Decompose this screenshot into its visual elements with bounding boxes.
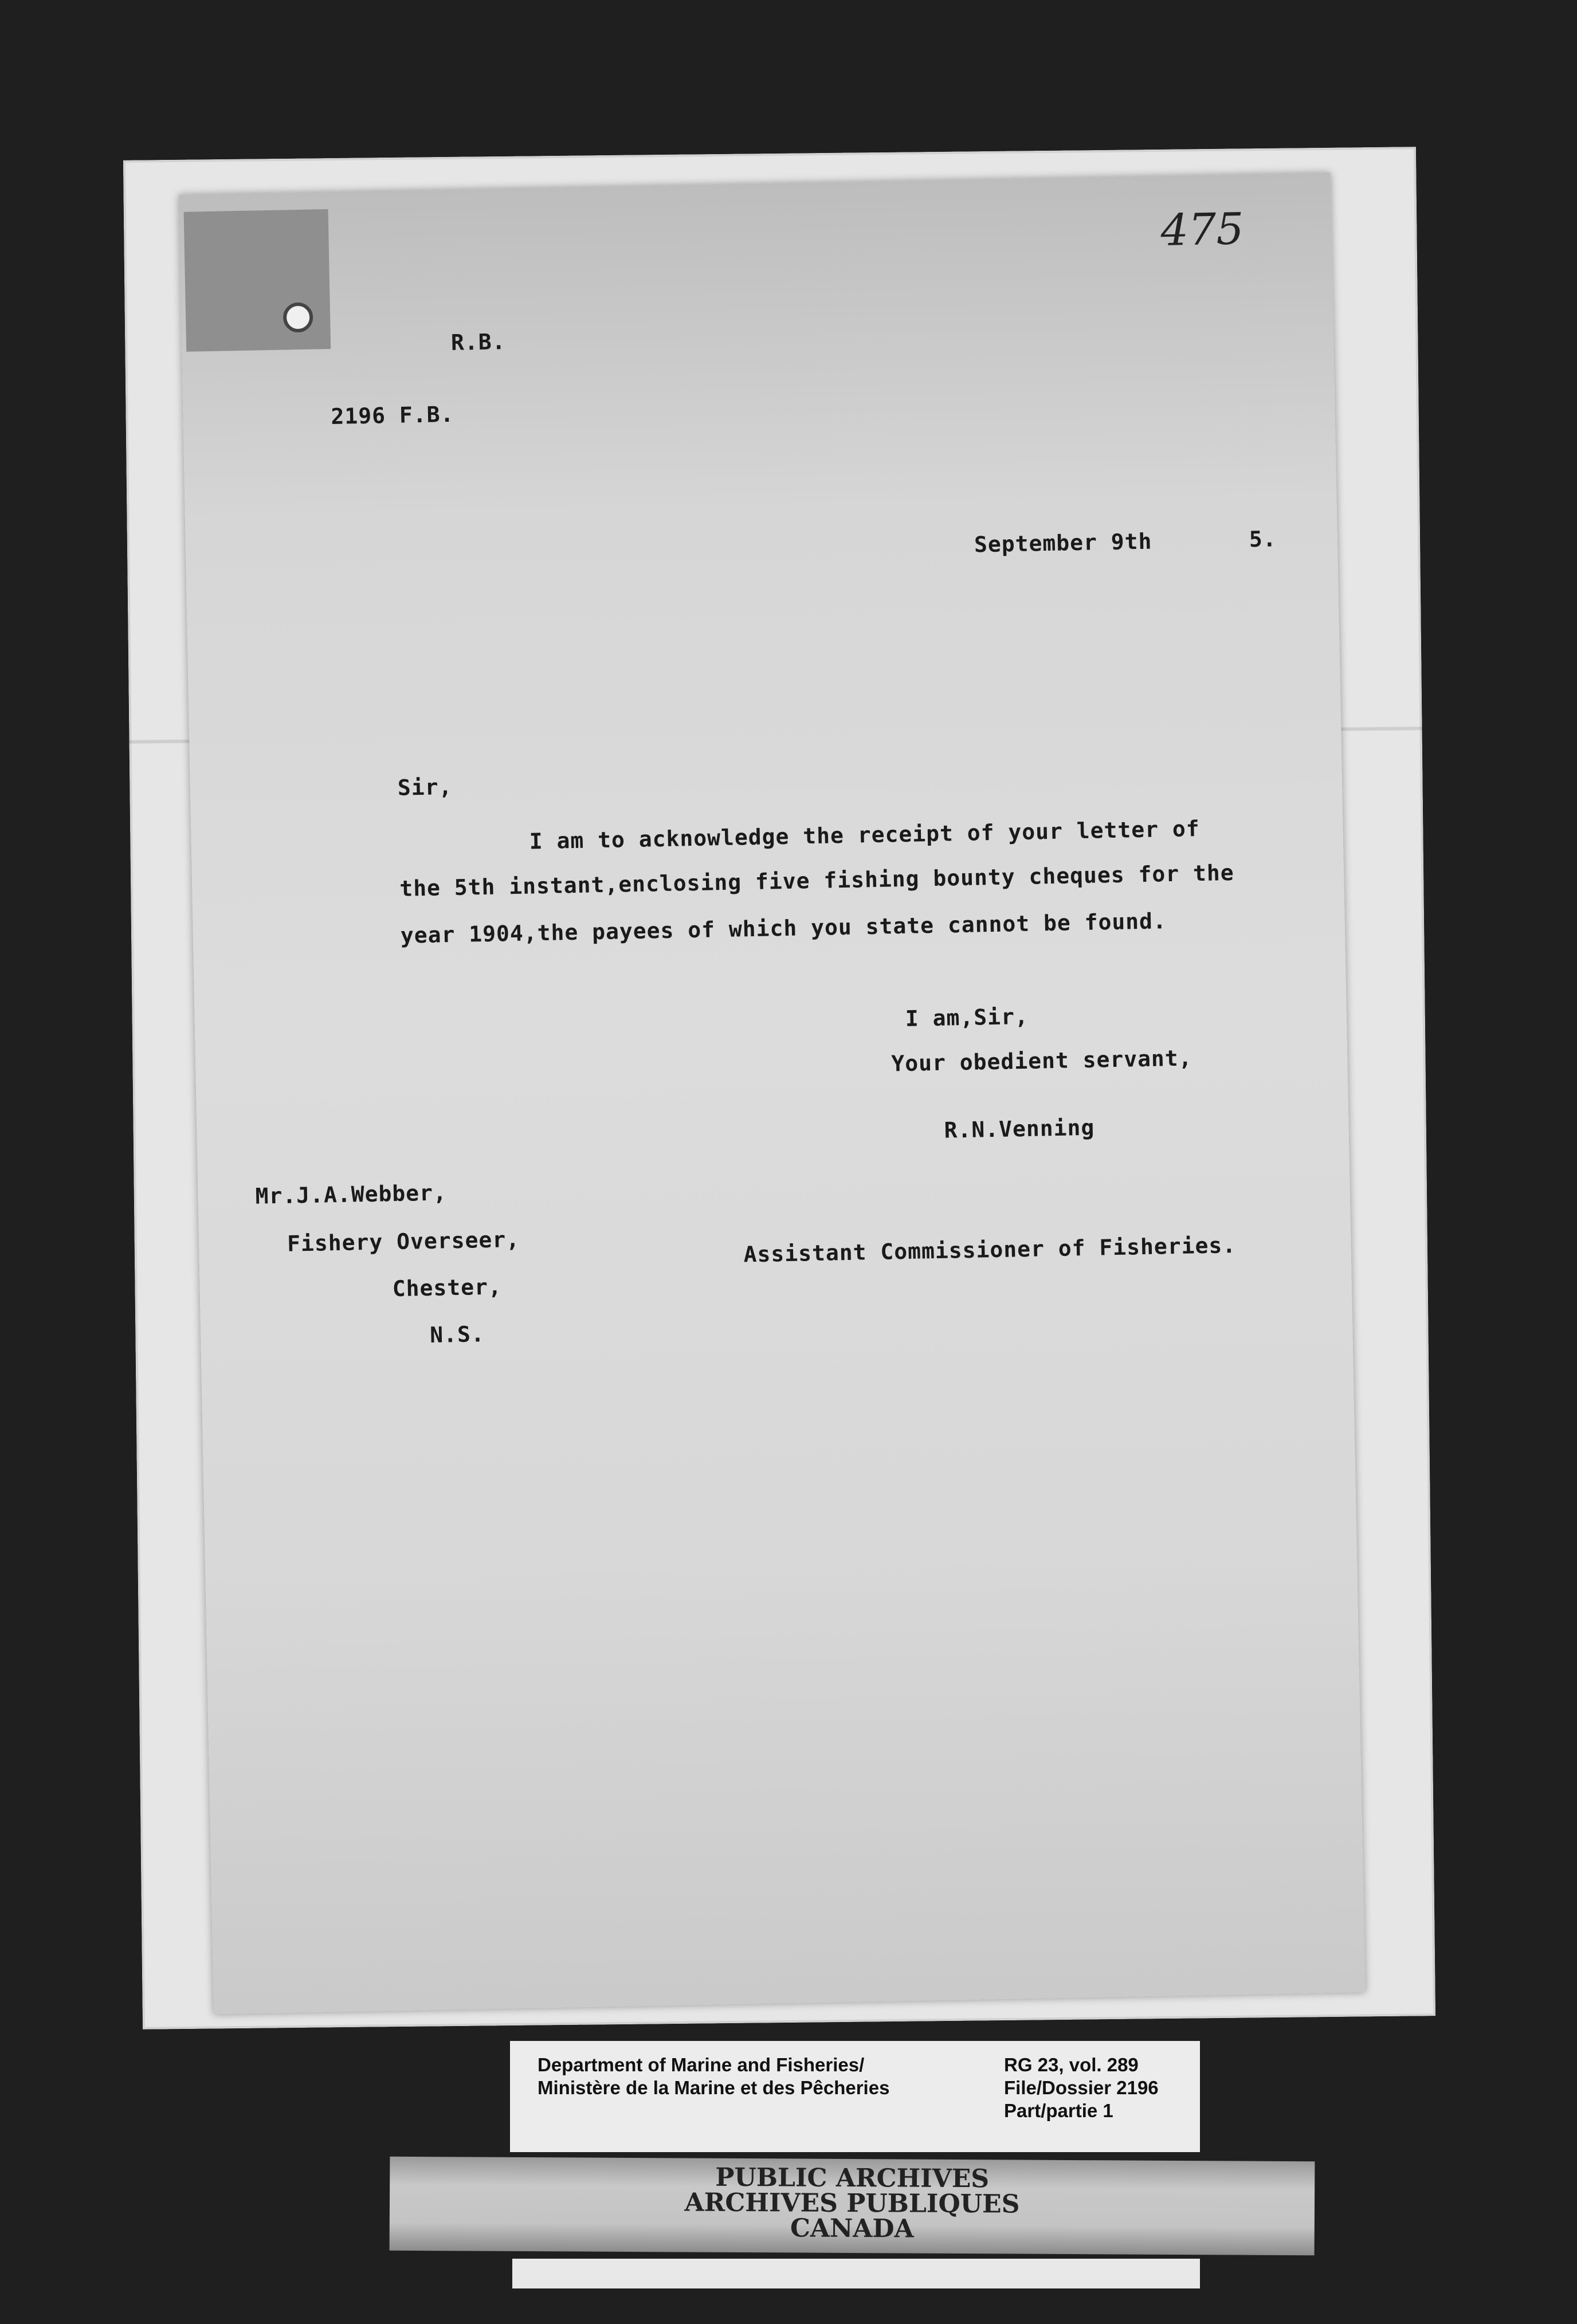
paper-clip <box>184 209 331 352</box>
stamp-line: CANADA <box>790 2213 914 2244</box>
body-line: year 1904,the payees of which you state cannot be found. <box>400 908 1167 948</box>
folio-number: 475 <box>1160 203 1245 256</box>
letter-date: September 9th <box>974 528 1152 558</box>
archive-label-card <box>510 2041 1200 2152</box>
letter-date-year: 5. <box>1249 526 1277 552</box>
letter-page <box>179 172 1366 2014</box>
file-number: 2196 F.B. <box>331 401 454 429</box>
clip-hole <box>283 303 313 333</box>
archive-stamp <box>390 2157 1315 2255</box>
file-dossier: File/Dossier 2196 <box>1004 2077 1159 2098</box>
closing-line: Your obedient servant, <box>891 1045 1192 1077</box>
body-line: the 5th instant,enclosing five fishing bounty cheques for the <box>399 859 1235 901</box>
addressee-title: Fishery Overseer, <box>287 1226 520 1257</box>
addressee-name: Mr.J.A.Webber, <box>255 1180 448 1209</box>
salutation: Sir, <box>397 774 453 800</box>
closing-line: I am,Sir, <box>905 1003 1029 1031</box>
reference-initials: R.B. <box>450 329 506 355</box>
addressee-town: Chester, <box>392 1274 503 1302</box>
stamp-line: ARCHIVES PUBLIQUES <box>684 2188 1020 2219</box>
department-en: Department of Marine and Fisheries/ <box>538 2054 865 2075</box>
record-group: RG 23, vol. 289 <box>1004 2054 1139 2075</box>
signature-title: Assistant Commissioner of Fisheries. <box>743 1232 1237 1267</box>
stamp-line: PUBLIC ARCHIVES <box>715 2162 990 2194</box>
part-partie: Part/partie 1 <box>1004 2100 1113 2121</box>
body-line: I am to acknowledge the receipt of your letter of <box>529 816 1201 854</box>
addressee-province: N.S. <box>429 1321 485 1348</box>
signature: R.N.Venning <box>944 1114 1095 1143</box>
bottom-strip <box>512 2259 1200 2288</box>
department-fr: Ministère de la Marine et des Pêcheries <box>538 2077 890 2098</box>
